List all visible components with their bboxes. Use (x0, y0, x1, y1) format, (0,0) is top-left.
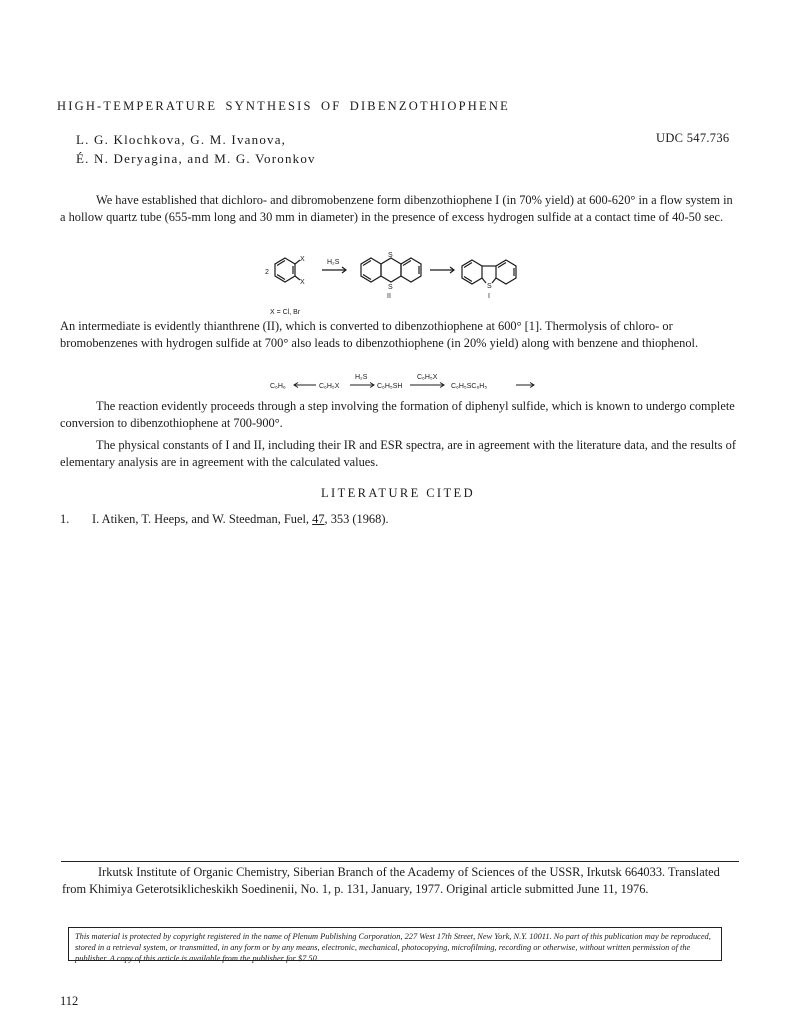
x-definition: X = Cl, Br (270, 309, 301, 316)
literature-heading: LITERATURE CITED (320, 486, 475, 500)
s-atom-bottom: S (388, 284, 393, 291)
scheme2-halobenzene: C₆H₅X (319, 383, 340, 390)
scheme2-benzene: C₆H₆ (270, 383, 286, 390)
thianthrene-ring-left (361, 258, 381, 282)
footnote-divider (61, 861, 739, 862)
x-bottom: X (300, 279, 305, 286)
paragraph-1: We have established that dichloro- and dibromobenzene form dibenzothiophene I (in 70% yield) at 600-620° in a flow system in a hollow quartz tube (655-mm long and 30 mm in diameter) in the presence of excess hydrogen sulfide at a contact time of 40-50 sec. (60, 193, 733, 224)
label-i: I (488, 293, 490, 300)
s-atom-top: S (388, 252, 393, 259)
authors (76, 130, 316, 168)
benzene-ring-reactant (275, 258, 295, 282)
authors-line-1: L. G. Klochkova, G. M. Ivanova, (76, 132, 287, 147)
label-ii: II (387, 293, 391, 300)
paragraph-3: The reaction evidently proceeds through a step involving the formation of diphenyl sulfide, which is known to undergo complete conversion to dibenzothiophene at 700-900°. (60, 399, 735, 430)
reference-number: 1. (60, 512, 70, 526)
scheme2-diphenyl-sulfide: C₆H₅SC₆H₅ (451, 383, 488, 390)
x-top: X (300, 256, 305, 263)
s-atom-thiophene: S (487, 283, 492, 290)
dibenzothiophene-ring-left (462, 260, 482, 284)
affiliation-footnote: Irkutsk Institute of Organic Chemistry, Siberian Branch of the Academy of Sciences of the USSR, Irkutsk 664033. Translated from Khimiya Geterotsiklicheskikh Soedinenii, No. 1, p. 131, January, 1977. Original article submitted June 11, 1976. (62, 865, 720, 896)
reagent-h2s: H₂S (327, 259, 340, 266)
reference-volume: 47 (312, 512, 325, 526)
dibenzothiophene-ring-right (496, 260, 516, 284)
article-title: HIGH-TEMPERATURE SYNTHESIS OF DIBENZOTHIOPHENE (57, 99, 510, 113)
thianthrene-ring-center (381, 258, 401, 282)
scheme2-thiophenol: C₆H₅SH (377, 383, 403, 390)
reaction-scheme-1 (260, 246, 550, 316)
reference-authors: I. Atiken, T. Heeps, and W. Steedman, Fuel, (92, 512, 313, 526)
scheme2-reagent-h2s: H₂S (355, 374, 368, 381)
page-number: 112 (60, 994, 79, 1008)
udc-code: UDC 547.736 (656, 131, 730, 145)
coefficient: 2 (265, 269, 269, 276)
scheme2-reagent-halobenzene: C₆H₅X (417, 374, 438, 381)
reference-1 (60, 512, 389, 527)
thianthrene-ring-right (401, 258, 421, 282)
paragraph-2: An intermediate is evidently thianthrene (II), which is converted to dibenzothiophene at 600° [1]. Thermolysis of chloro- or bromobenzenes with hydrogen sulfide at 700° also leads to dibenzothiophene (in 20% yield) along with benzene and thiophenol. (60, 319, 699, 350)
reference-pages-year: , 353 (1968). (324, 512, 389, 526)
paragraph-4: The physical constants of I and II, including their IR and ESR spectra, are in agreement with the literature data, and the results of elementary analysis are in agreement with the calculated values. (60, 438, 736, 469)
copyright-notice: This material is protected by copyright registered in the name of Plenum Publishing Corporation, 227 West 17th Street, New York, N.Y. 10011. No part of this publication may be reproduced, stored in a retrieval system, or transmitted, in any form or by any means, electronic, mechanical, photocopying, microfilming, recording or otherwise, without written permission of the publisher. A copy of this article is available from the publisher for $7.50. (68, 927, 722, 961)
authors-line-2: É. N. Deryagina, and M. G. Voronkov (76, 151, 316, 166)
reaction-scheme-2 (270, 368, 540, 392)
